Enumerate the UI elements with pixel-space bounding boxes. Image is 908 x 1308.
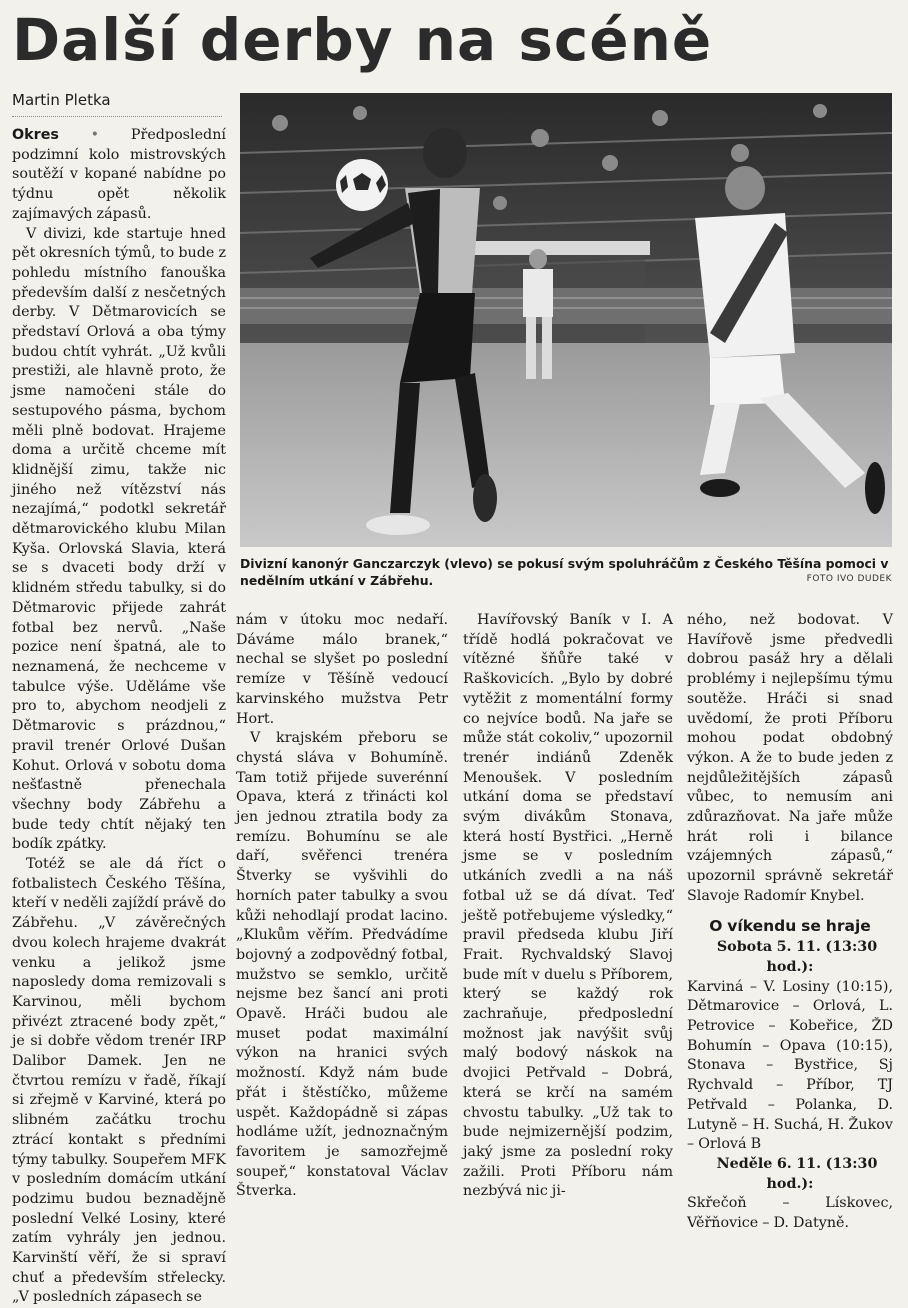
paragraph-text: Předposlední podzimní kolo mistrovských soutěží v kopané nabídne po týdnu opět několik zajímavých zápasů. [12, 127, 226, 222]
article-column-1 [12, 126, 226, 1308]
paragraph: ného, než bodovat. V Havířově jsme předvedli dobrou pasáž hry a dělali problémy i nejlepšímu týmu soutěže. Hráči si snad uvědomí, že proti Příboru mohou podat obdobný výkon. A že to bude jeden z nejdůležitějších zápasů vůbec, to nemusím ani zdůrazňovat. Na jaře může hrát roli i bilance vzájemných zápasů,“ upozornil správně sekretář Slavoje Radomír Knybel. [687, 612, 893, 904]
schedule-saturday-text: Karviná – V. Losiny (10:15), Dětmarovice – Orlová, L. Petrovice – Kobeřice, ŽD Bohumín – Opava (10:15), Stonava – Bystřice, Sj Rychvald – Příbor, TJ Petřvald – Polanka, D. Lutyně – H. Suchá, H. Žukov – Orlová B [687, 978, 893, 1153]
article-column-3 [463, 611, 673, 1202]
schedule-title: O víkendu se hraje [709, 916, 871, 935]
schedule-sunday [687, 1155, 893, 1234]
headline: Další derby na scéně [12, 6, 713, 74]
paragraph: V krajském přeboru se chystá sláva v Bohumíně. Tam totiž přijede suverénní Opava, která z třinácti kol jen jednou ztratila body za remízu. Bohumínu se ale daří, svěřenci trenéra Štverky se vyšvihli do horních pater tabulky a svou kůži nehodlají prodat lacino. „Klukům věřím. Předvádíme bojovný a zodpovědný fotbal, mužstvo se semklo, určitě nejsme bez šancí ani proti Opavě. Hráči budou ale muset podat maximální výkon na hranici svých možností. Když nám bude přát i štěstíčko, můžeme uspět. Každopádně si zápas hodláme užít, jednoznačným favoritem je samozřejmě soupeř,“ konstatoval Václav Štverka. [236, 730, 448, 1200]
match-photo [240, 93, 892, 547]
photo-caption: Divizní kanonýr Ganczarczyk (vlevo) se pokusí svým spoluhráčům z Českého Těšína pomoci v nedělním utkání v Zábřehu. [240, 556, 889, 588]
author-byline: Martin Pletka [12, 90, 222, 117]
schedule-sunday-text: Skřečoň – Lískovec, Věřňovice – D. Datyně. [687, 1195, 893, 1232]
bullet-icon: • [90, 127, 100, 143]
schedule-saturday [687, 938, 893, 1155]
schedule-sunday-heading: Neděle 6. 11. (13:30 hod.): [716, 1155, 878, 1192]
article-column-4 [687, 611, 893, 1234]
paragraph: Havířovský Baník v I. A třídě hodlá pokračovat ve vítězné šňůře také v Raškovicích. „Bylo by dobré vytěžit z momentální formy co nejvíce bodů. Na jaře se může stát cokoliv,“ upozornil trenér indiánů Zdeněk Menoušek. V posledním utkání doma se představí svým divákům Stonava, která hostí Bystřici. „Herně jsme se v posledním utkáních zvedli a na náš fotbal už se dá dívat. Teď ještě potřebujeme výsledky,“ pravil předseda klubu Jiří Frait. Rychvaldský Slavoj bude mít v duelu s Příborem, který se každý rok zachraňuje, předposlední možnost jak navýšit svůj malý bodový náskok na dvojici Petřvald – Dobrá, která se krčí na samém chvostu tabulky. „Už tak to bude nejmizernější podzim, jaký jsme za poslední roky zažili. Proti Příboru nám nezbývá nic ji- [463, 612, 673, 1200]
paragraph: nám v útoku moc nedaří. Dáváme málo branek,“ nechal se slyšet po poslední remíze v Těšíně vedoucí karvinského mužstva Petr Hort. [236, 612, 448, 727]
lead-word: Okres [12, 127, 59, 143]
article-column-2 [236, 611, 448, 1202]
paragraph: Totéž se ale dá říct o fotbalistech Českého Těšína, kteří v neděli zajíždí právě do Zábřehu. „V závěrečných dvou kolech hrajeme dvakrát venku a jelikož jsme naposledy doma remizovali s Karvinou, měli bychom přivézt ztracené body zpět,“ je si dobře vědom trenér IRP Dalibor Damek. Jen ne čtvrtou remízu v řadě, říkají si zřejmě v Karviné, která po slibném začátku trochu ztrácí kontakt s předními týmy tabulky. Soupeřem MFK v posledním domácím utkání podzimu budou beznadějně poslední Velké Losiny, které zatím vyhrály jen jednou. Karvinští věří, že si spraví chuť a především střelecky. „V posledních zápasech se [12, 856, 226, 1306]
photo-credit: FOTO IVO DUDEK [806, 574, 892, 584]
lead-paragraph [12, 126, 226, 225]
paragraph: V divizi, kde startuje hned pět okresních týmů, to bude z pohledu místního fanouška především další z nesčetných derby. V Dětmarovicích se představí Orlová a oba týmy budou chtít vyhrát. „Už kvůli prestiži, ale hlavně proto, že jsme namočeni stále do sestupového pásma, bychom měli plně bodovat. Hrajeme doma a určitě chceme mít klidnější zimu, takže nic jiného než vítězství nás nezajímá,“ podotkl sekretář dětmarovického klubu Milan Kyša. Orlovská Slavia, která se s dvaceti body drží v klidném středu tabulky, si do Dětmarovic přijede zahrát fotbal bez nervů. „Naše pozice není špatná, ale to neznamená, že nechceme v tabulce výše. Uděláme vše pro to, abychom neodjeli z Dětmarovic s prázdnou,“ pravil trenér Orlové Dušan Kohut. Orlová v sobotu doma nešťastně přenechala všechny body Zábřehu a bude tedy chtít nějaký ten bodík zpátky. [12, 225, 226, 853]
football-players-image [240, 93, 892, 547]
schedule-saturday-heading: Sobota 5. 11. (13:30 hod.): [716, 939, 878, 975]
